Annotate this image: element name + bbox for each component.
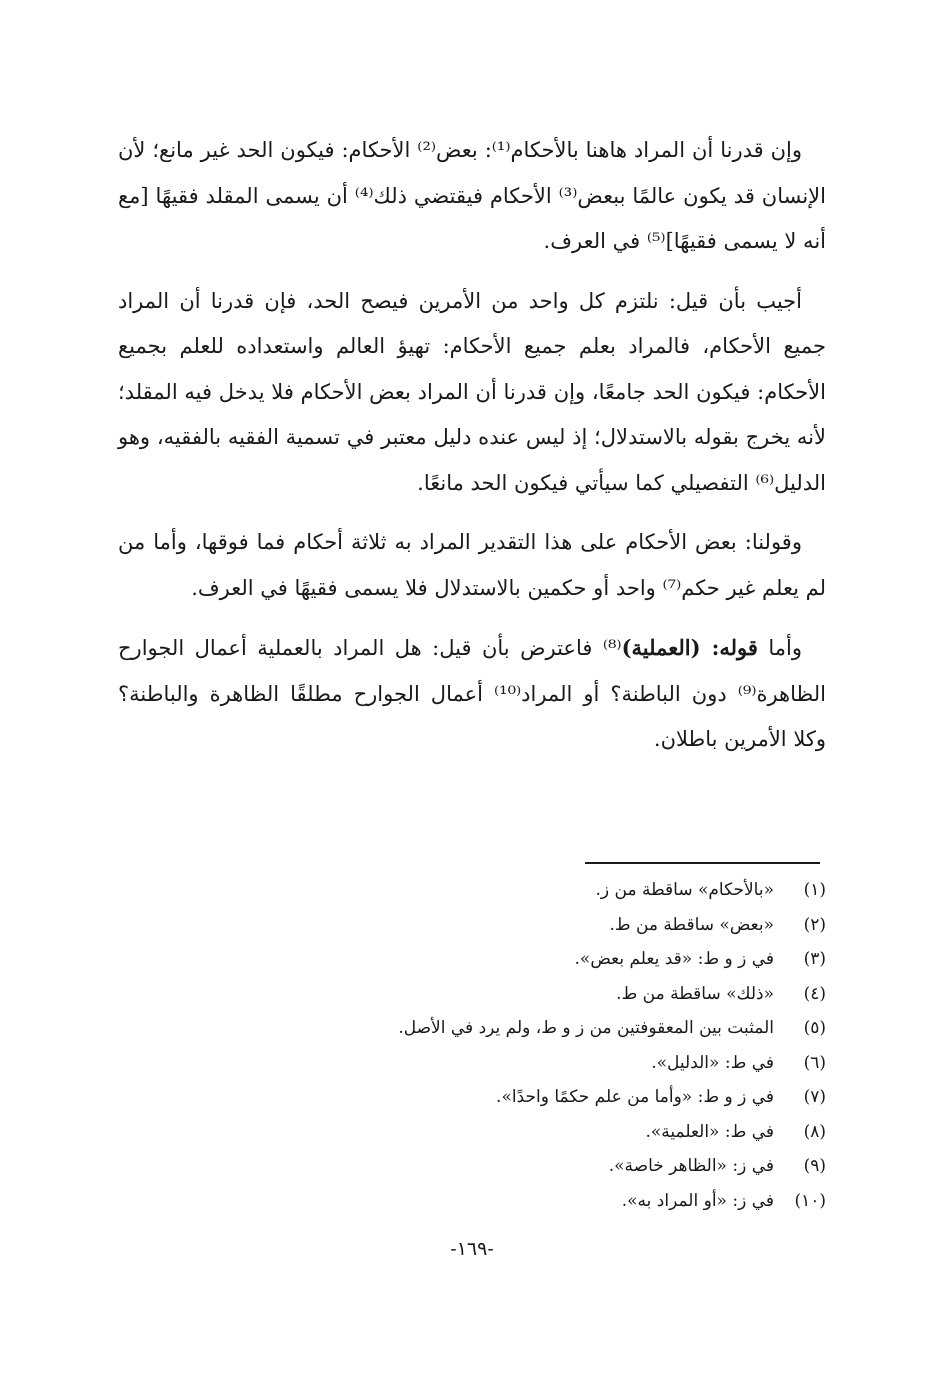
- footnote-item: [118, 1046, 826, 1081]
- footnote-item: [118, 873, 826, 908]
- footnote-item: [118, 977, 826, 1012]
- paragraph-4-text: ⁽⁸⁾ فاعترض بأن قيل: هل المراد بالعملية أعمال الجوارح الظاهرة⁽⁹⁾ دون الباطنة؟ أو المراد⁽¹⁰⁾ أعمال الجوارح مطلقًا الظاهرة والباطنة؟ وكلا الأمرين باطلان.: [118, 636, 826, 751]
- paragraph-2-text: أجيب بأن قيل: نلتزم كل واحد من الأمرين فيصح الحد، فإن قدرنا أن المراد جميع الأحكام، فالمراد بعلم جميع الأحكام: تهيؤ العالم واستعداده للعلم بجميع الأحكام: فيكون الحد جامعًا، وإن قدرنا أن المراد بعض الأحكام فلا يدخل فيه المقلد؛ لأنه يخرج بقوله بالاستدلال؛ إذ ليس عنده دليل معتبر في تسمية الفقيه بالفقيه، وهو الدليل⁽⁶⁾ التفصيلي كما سيأتي فيكون الحد مانعًا.: [118, 288, 826, 495]
- footnote-item: [118, 1115, 826, 1150]
- footnote-text: «ذلك» ساقطة من ط.: [616, 983, 774, 1004]
- paragraph-4-prefix: وأما: [757, 636, 802, 660]
- footnote-item: [118, 942, 826, 977]
- footnote-text: «بعض» ساقطة من ط.: [609, 914, 774, 935]
- footnote-number: (٩): [803, 1156, 826, 1176]
- footnote-item: [118, 1149, 826, 1184]
- paragraph-1: [118, 128, 826, 265]
- footnote-number: (٣): [803, 949, 826, 969]
- footnote-number: (١): [803, 880, 826, 900]
- footnote-item: [118, 908, 826, 943]
- paragraph-4-bold-heading: قوله: (العملية): [621, 635, 758, 660]
- footnote-text: في ز: «الظاهر خاصة».: [608, 1156, 774, 1176]
- paragraph-1-text: وإن قدرنا أن المراد هاهنا بالأحكام⁽¹⁾: بعض⁽²⁾ الأحكام: فيكون الحد غير مانع؛ لأن الإنسان قد يكون عالمًا ببعض⁽³⁾ الأحكام فيقتضي ذلك⁽⁴⁾ أن يسمى المقلد فقيهًا [مع أنه لا يسمى فقيهًا]⁽⁵⁾ في العرف.: [118, 138, 826, 253]
- footnote-divider: [585, 862, 820, 864]
- footnote-item: [118, 1184, 826, 1219]
- footnote-text: في ز و ط: «قد يعلم بعض».: [574, 949, 774, 969]
- main-text: [118, 128, 826, 777]
- footnote-number: (٤): [803, 983, 826, 1004]
- footnotes-list: [118, 873, 826, 1218]
- footnote-text: في ط: «العلمية».: [645, 1121, 774, 1142]
- footnote-text: في ط: «الدليل».: [651, 1052, 774, 1073]
- footnote-number: (٥): [803, 1018, 826, 1038]
- footnote-text: في ز و ط: «وأما من علم حكمًا واحدًا».: [496, 1087, 774, 1107]
- footnote-text: المثبت بين المعقوفتين من ز و ط، ولم يرد في الأصل.: [398, 1018, 774, 1038]
- footnote-number: (١٠): [794, 1190, 826, 1211]
- footnote-text: في ز: «أو المراد به».: [621, 1190, 774, 1211]
- footnote-number: (٨): [803, 1121, 826, 1142]
- paragraph-4: [118, 625, 826, 763]
- paragraph-3-text: وقولنا: بعض الأحكام على هذا التقدير المراد به ثلاثة أحكام فما فوقها، وأما من لم يعلم غير حكم⁽⁷⁾ واحد أو حكمين بالاستدلال فلا يسمى فقيهًا في العرف.: [118, 530, 826, 600]
- footnote-number: (٢): [803, 914, 826, 935]
- page-number: -١٦٩-: [450, 1238, 494, 1260]
- footnote-number: (٧): [803, 1087, 826, 1107]
- footnote-item: [118, 1011, 826, 1046]
- paragraph-2: [118, 279, 826, 507]
- footnote-text: «بالأحكام» ساقطة من ز.: [595, 880, 774, 900]
- footnote-item: [118, 1080, 826, 1115]
- paragraph-3: [118, 520, 826, 611]
- footnote-number: (٦): [803, 1052, 826, 1073]
